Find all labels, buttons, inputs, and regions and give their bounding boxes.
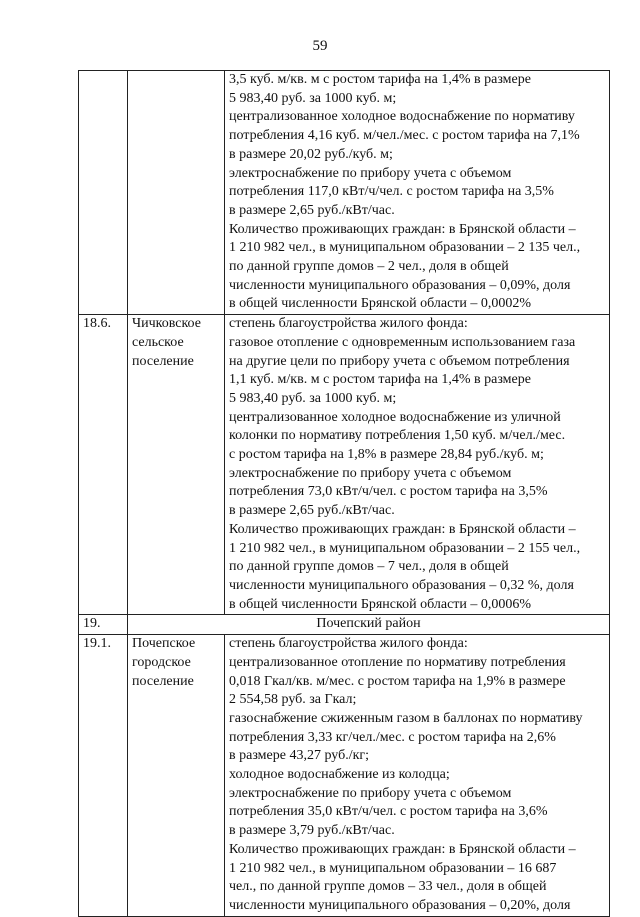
- description-line: электроснабжение по прибору учета с объемом: [229, 465, 512, 481]
- description-line: Количество проживающих граждан: в Брянской области –: [229, 521, 576, 537]
- description-line: потребления 4,16 куб. м/чел./мес. с ростом тарифа на 7,1%: [229, 128, 580, 144]
- description-line: степень благоустройства жилого фонда:: [229, 316, 468, 332]
- description-line: чел., по данной группе домов – 33 чел., доля в общей: [229, 879, 547, 895]
- table-row: [79, 315, 610, 615]
- district-number: 19.: [79, 615, 128, 635]
- row-number: 19.1.: [79, 635, 128, 917]
- description-line: электроснабжение по прибору учета с объемом: [229, 165, 512, 181]
- description-line: потребления 117,0 кВт/ч/чел. с ростом тарифа на 3,5%: [229, 184, 554, 200]
- table-row: [79, 71, 610, 315]
- table-body: [79, 71, 610, 917]
- description-cell: [225, 315, 610, 615]
- description-line: Количество проживающих граждан: в Брянской области –: [229, 841, 576, 857]
- description-line: степень благоустройства жилого фонда:: [229, 636, 468, 652]
- description-line: 1 210 982 чел., в муниципальном образовании – 2 155 чел.,: [229, 540, 581, 556]
- settlement-name-line: сельское: [132, 334, 184, 350]
- description-line: в размере 20,02 руб./куб. м;: [229, 146, 393, 162]
- description-line: в размере 3,79 руб./кВт/час.: [229, 823, 395, 839]
- description-line: 2 554,58 руб. за Гкал;: [229, 692, 357, 708]
- district-title-text: Почепский район: [316, 616, 421, 632]
- description-line: 3,5 куб. м/кв. м с ростом тарифа на 1,4% в размере: [229, 72, 531, 87]
- description-line: в размере 43,27 руб./кг;: [229, 748, 370, 764]
- district-title: [128, 615, 610, 635]
- data-table: [78, 70, 610, 917]
- settlement-name-cell: [128, 315, 225, 615]
- description-line: в размере 2,65 руб./кВт/час.: [229, 503, 395, 519]
- description-line: электроснабжение по прибору учета с объемом: [229, 785, 512, 801]
- description-line: централизованное холодное водоснабжение по нормативу: [229, 109, 575, 125]
- description-line: потребления 3,33 кг/чел./мес. с ростом тарифа на 2,6%: [229, 729, 556, 745]
- settlement-name-line: Чичковское: [132, 316, 201, 332]
- description-line: колонки по нормативу потребления 1,50 куб. м/чел./мес.: [229, 428, 566, 444]
- description-line: 1 210 982 чел., в муниципальном образовании – 16 687: [229, 860, 557, 876]
- description-line: газовое отопление с одновременным использованием газа: [229, 334, 576, 350]
- description-line: 5 983,40 руб. за 1000 куб. м;: [229, 90, 397, 106]
- description-line: 0,018 Гкал/кв. м/мес. с ростом тарифа на 1,9% в размере: [229, 673, 566, 689]
- description-line: в общей численности Брянской области – 0,0006%: [229, 596, 532, 612]
- description-line: численности муниципального образования – 0,32 %, доля: [229, 577, 574, 593]
- description-line: централизованное отопление по нормативу потребления: [229, 654, 566, 670]
- district-row: [79, 615, 610, 635]
- row-number: [79, 71, 128, 315]
- settlement-name-line: поселение: [132, 353, 194, 369]
- description-cell: [225, 635, 610, 917]
- description-line: на другие цели по прибору учета с объемом потребления: [229, 353, 570, 369]
- row-number: 18.6.: [79, 315, 128, 615]
- description-line: по данной группе домов – 2 чел., доля в общей: [229, 259, 509, 275]
- settlement-name-line: городское: [132, 654, 191, 670]
- description-line: в общей численности Брянской области – 0,0002%: [229, 296, 532, 312]
- settlement-name-cell: [128, 635, 225, 917]
- description-line: 5 983,40 руб. за 1000 куб. м;: [229, 390, 397, 406]
- description-line: в размере 2,65 руб./кВт/час.: [229, 202, 395, 218]
- settlement-name-cell: [128, 71, 225, 315]
- description-line: холодное водоснабжение из колодца;: [229, 767, 450, 783]
- table-row: [79, 635, 610, 917]
- settlement-name-line: Почепское: [132, 636, 196, 652]
- description-line: газоснабжение сжиженным газом в баллонах по нормативу: [229, 710, 583, 726]
- description-line: 1,1 куб. м/кв. м с ростом тарифа на 1,4% в размере: [229, 372, 531, 388]
- description-line: численности муниципального образования – 0,20%, доля: [229, 897, 571, 913]
- description-line: по данной группе домов – 7 чел., доля в общей: [229, 559, 509, 575]
- description-line: численности муниципального образования – 0,09%, доля: [229, 277, 571, 293]
- page-number: 59: [312, 38, 328, 54]
- description-line: потребления 73,0 кВт/ч/чел. с ростом тарифа на 3,5%: [229, 484, 548, 500]
- settlement-name-line: поселение: [132, 673, 194, 689]
- description-line: 1 210 982 чел., в муниципальном образовании – 2 135 чел.,: [229, 240, 581, 256]
- description-line: с ростом тарифа на 1,8% в размере 28,84 руб./куб. м;: [229, 447, 544, 463]
- description-line: централизованное холодное водоснабжение из уличной: [229, 409, 561, 425]
- description-line: потребления 35,0 кВт/ч/чел. с ростом тарифа на 3,6%: [229, 804, 548, 820]
- description-line: Количество проживающих граждан: в Брянской области –: [229, 221, 576, 237]
- description-cell: [225, 71, 610, 315]
